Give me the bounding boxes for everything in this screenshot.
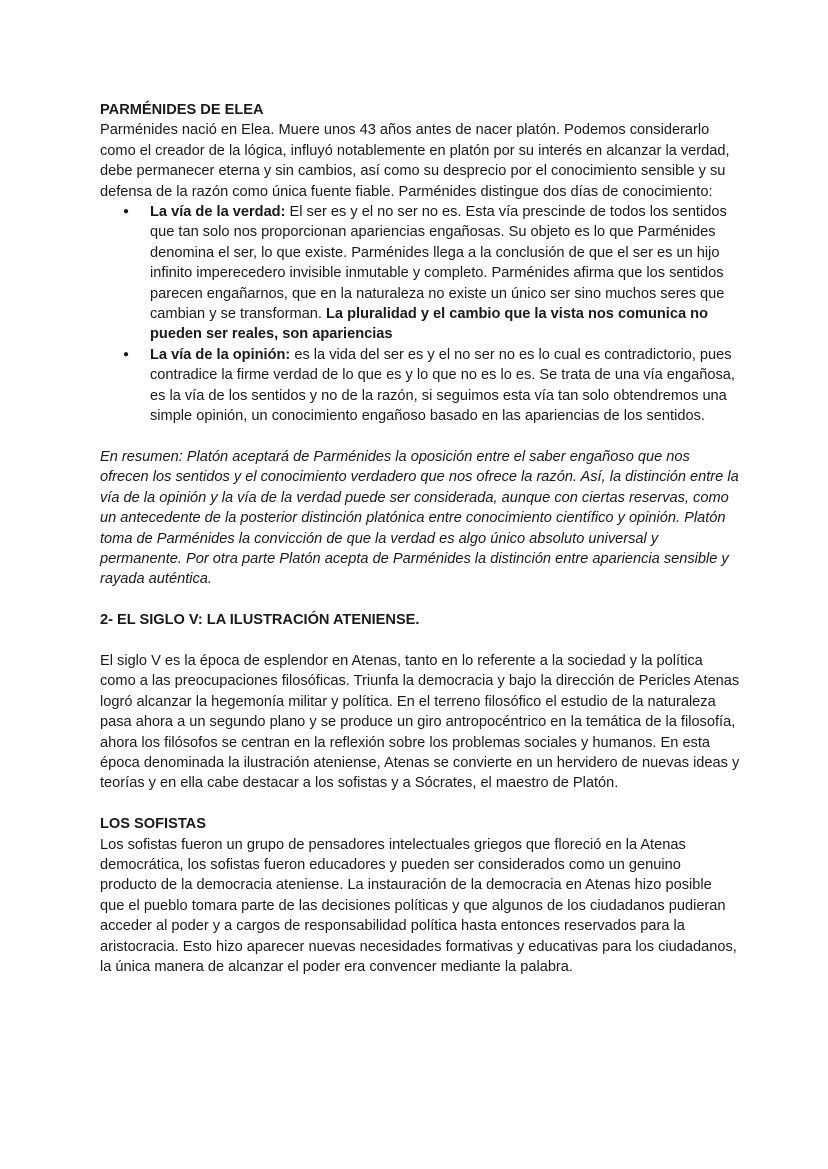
parmenides-summary: En resumen: Platón aceptará de Parménides la oposición entre el saber engañoso que nos ofrecen los sentidos y el conocimiento verdadero que nos ofrece la razón. Así, la distinción entre la vía de la opinión y la vía de la verdad puede ser considerada, aunque con ciertas reservas, como un antecedente de la posterior distinción platónica entre conocimiento científico y opinión. Platón toma de Parménides la convicción de que la verdad es algo único absoluto universal y permanente. Por otra parte Platón acepta de Parménides la distinción entre apariencia sensible y rayada auténtica. (100, 448, 739, 588)
sofistas-body: Los sofistas fueron un grupo de pensadores intelectuales griegos que floreció en la Atenas democrática, los sofistas fueron educadores y pueden ser considerados como un genuino producto de la democracia ateniense. La instauración de la democracia en Atenas hizo posible que el pueblo tomara parte de las decisiones políticas y que algunos de los ciudadanos pudieran acceder al poder y a cargos de responsabilidad política hasta entonces reservados para la aristocracia. Esto hizo aparecer nuevas necesidades formativas y educativas para los ciudadanos, la única manera de alcanzar el poder era convencer mediante la palabra. (100, 836, 737, 975)
bullet-label: La vía de la opinión: (150, 346, 291, 363)
list-item-via-verdad (150, 202, 740, 345)
section-title-sofistas: LOS SOFISTAS (100, 816, 206, 833)
section-title-parmenides: PARMÉNIDES DE ELEA (100, 102, 264, 118)
bullet-text: es la vida del ser es y el no ser no es lo cual es contradictorio, pues contradice la firme verdad de lo que es y lo que no es lo es. Se trata de una vía engañosa, es la vía de los sentidos y no de la razón, si seguimos esta vía tan solo obtendremos una simple opinión, un conocimiento engañoso basado en las apariencias de los sentidos. (150, 346, 735, 425)
document-page (100, 100, 740, 977)
bullet-bold-tail: La pluralidad y el cambio que la vista nos comunica no pueden ser reales, son apariencias (150, 306, 708, 343)
parmenides-intro: Parménides nació en Elea. Muere unos 43 años antes de nacer platón. Podemos considerarlo como el creador de la lógica, influyó notablemente en platón por su interés en alcanzar la verdad, debe permanecer eterna y sin cambios, así como su desprecio por el conocimiento sensible y su defensa de la razón como única fuente fiable. Parménides distingue dos días de conocimiento: (100, 122, 730, 200)
siglo-v-body: El siglo V es la época de esplendor en Atenas, tanto en lo referente a la sociedad y la política como a las preocupaciones filosóficas. Triunfa la democracia y bajo la dirección de Pericles Atenas logró alcanzar la hegemonía militar y política. En el terreno filosófico el estudio de la naturaleza pasa ahora a un segundo plano y se produce un giro antropocéntrico en la temática de la filosofía, ahora los filósofos se centran en la reflexión sobre los problemas sociales y humanos. En esta época denominada la ilustración ateniense, Atenas se convierte en un hervidero de nuevas ideas y teorías y en ella cabe destacar a los sofistas y a Sócrates, el maestro de Platón. (100, 652, 740, 792)
bullet-label: La vía de la verdad: (150, 204, 286, 221)
list-item-via-opinion (150, 345, 740, 427)
bullet-text: El ser es y el no ser no es. Esta vía prescinde de todos los sentidos que tan solo nos proporcionan apariencias engañosas. Su objeto es lo que Parménides denomina el ser, lo que existe. Parménides llega a la conclusión de que el ser es un hijo infinito imperecedero invisible inmutable y completo. Parménides afirma que los sentidos parecen engañarnos, que en la naturaleza no existe un único ser sino muchos seres que cambian y se transforman. (150, 204, 727, 323)
parmenides-ways-list (100, 202, 740, 426)
section-title-siglo-v: 2- EL SIGLO V: LA ILUSTRACIÓN ATENIENSE. (100, 612, 420, 629)
